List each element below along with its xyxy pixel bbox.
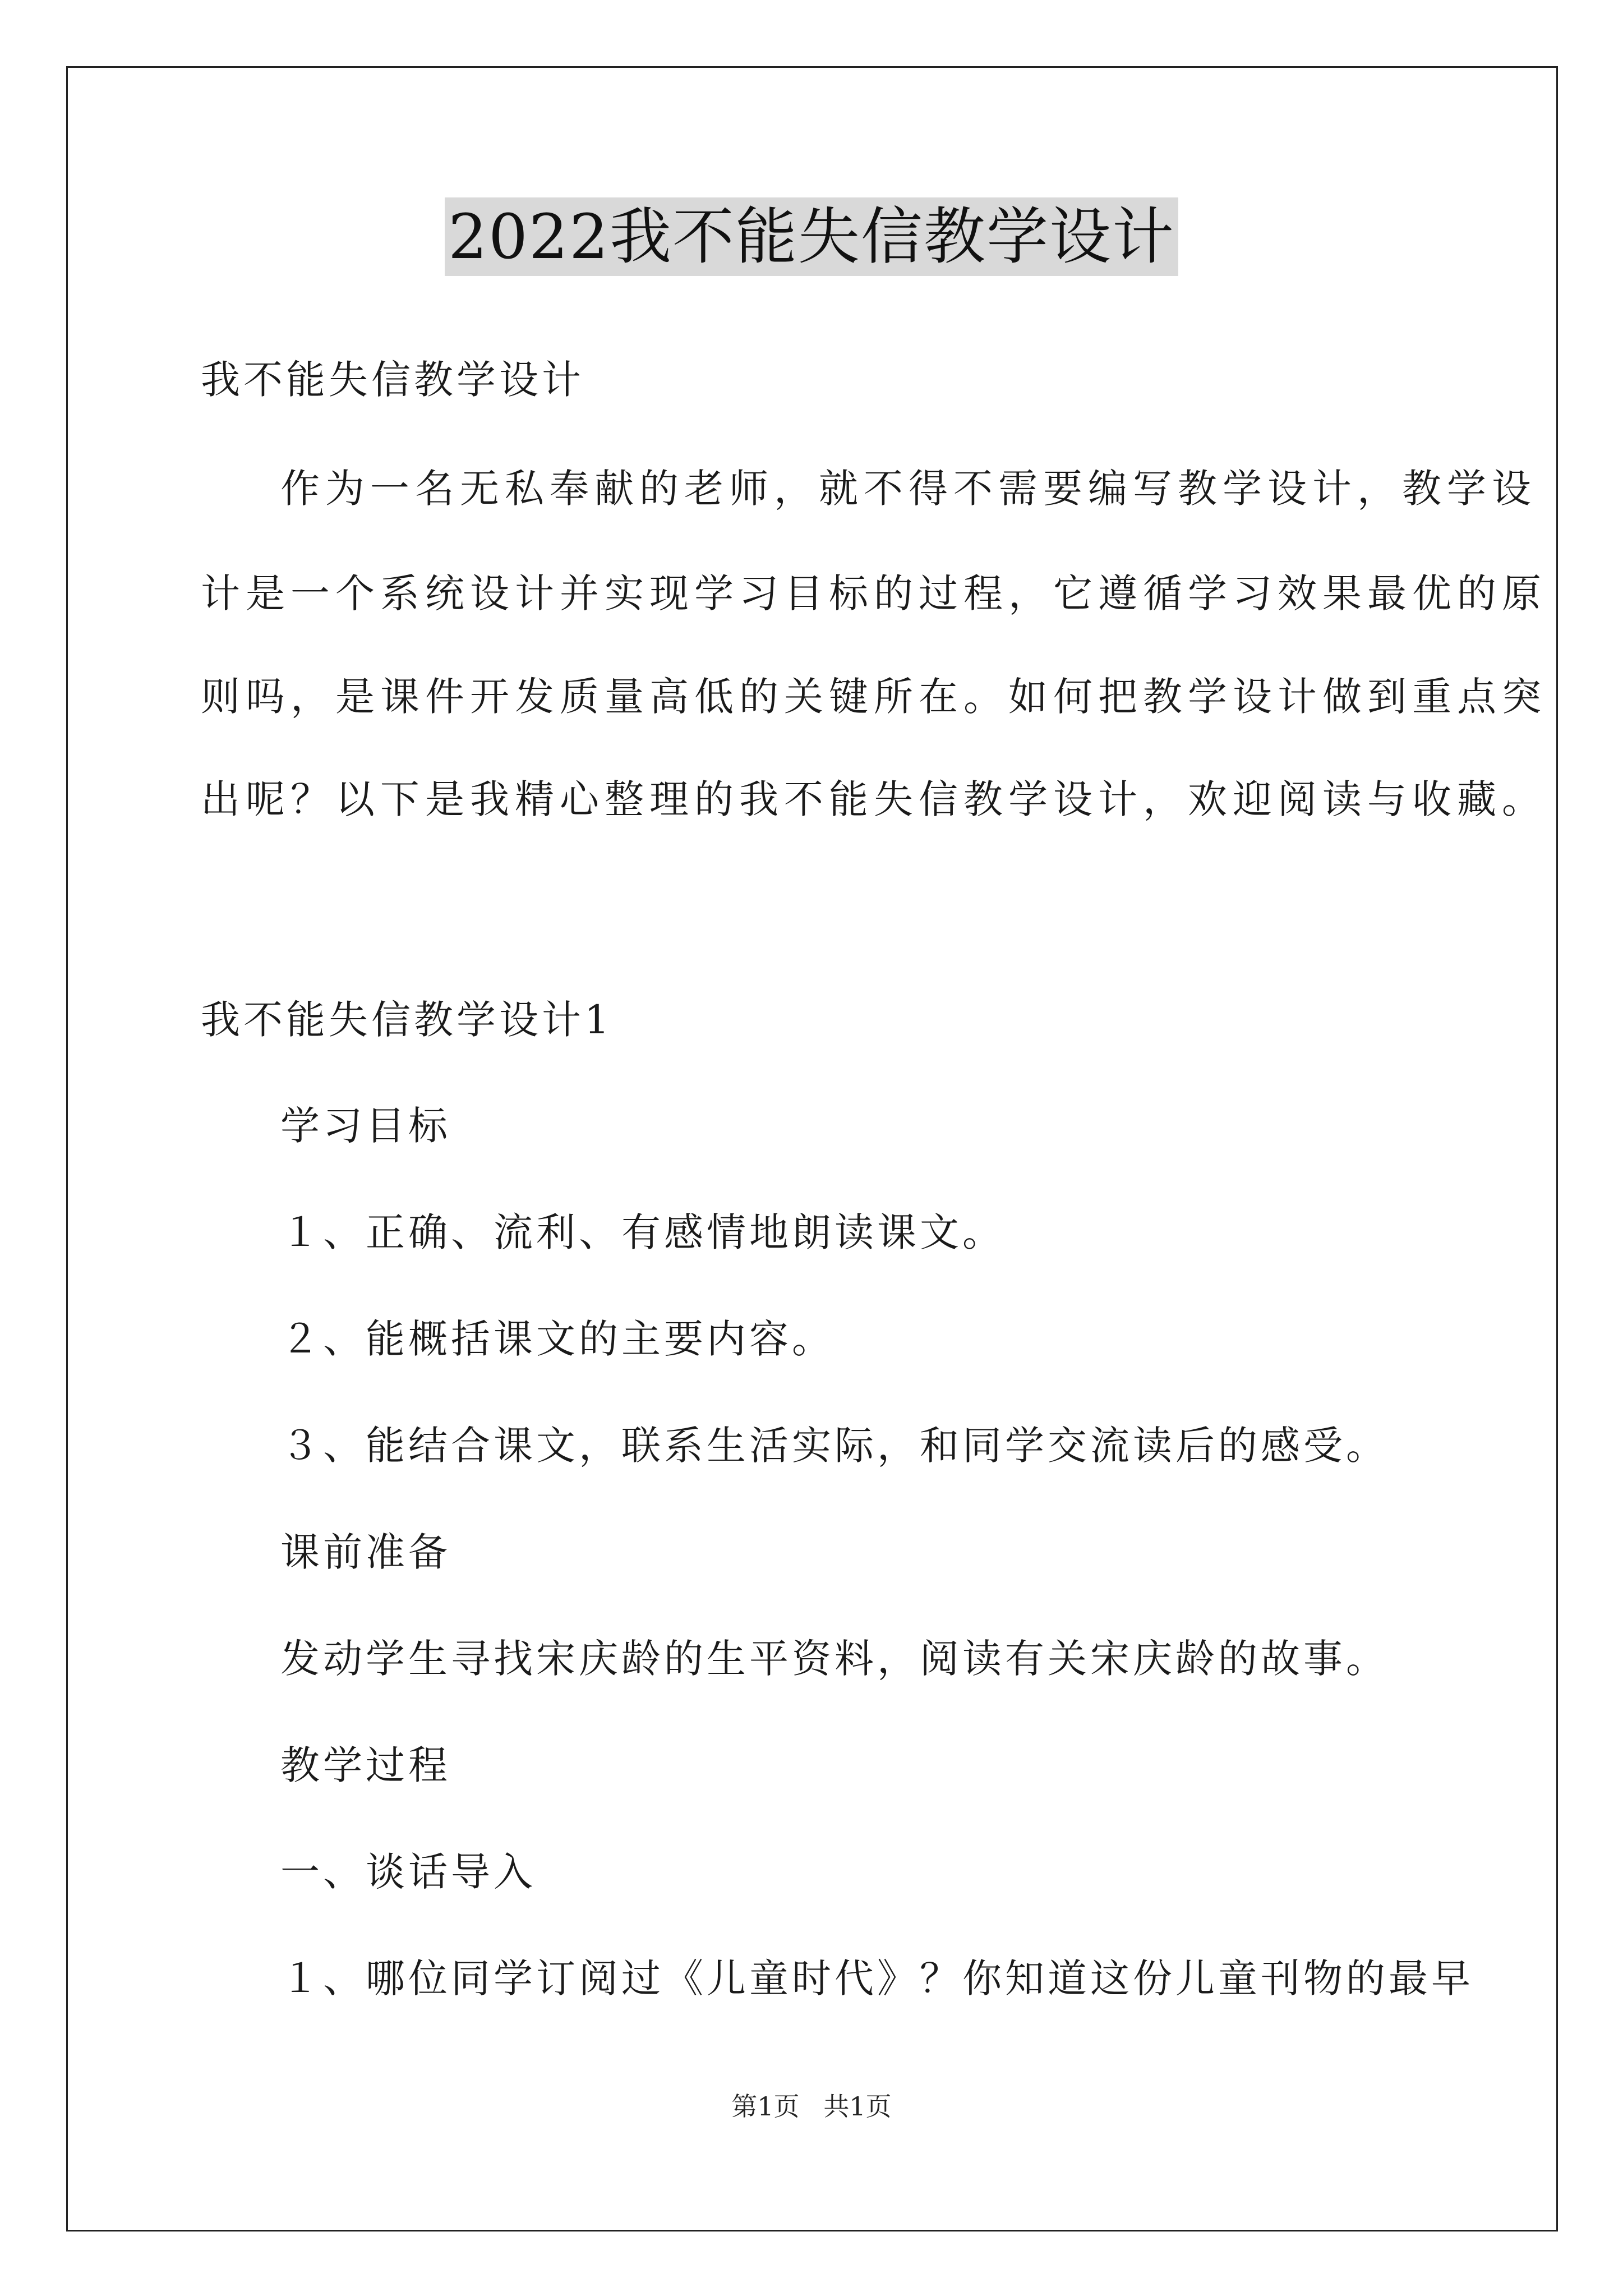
section-heading: 我不能失信教学设计1: [201, 997, 613, 1043]
objectives-heading: 学习目标: [280, 1103, 451, 1149]
title-area: [0, 197, 1623, 276]
page-number: 第1页: [731, 2091, 800, 2122]
step-heading: 一、谈话导入: [280, 1849, 536, 1895]
page-footer: [0, 2090, 1623, 2123]
objective-item-2: ２、能概括课文的主要内容。: [280, 1316, 834, 1362]
page-total: 共1页: [823, 2091, 892, 2122]
objective-item-1: １、正确、流利、有感情地朗读课文。: [280, 1209, 1005, 1255]
objective-item-3: ３、能结合课文，联系生活实际，和同学交流读后的感受。: [280, 1423, 1389, 1469]
document-subtitle: 我不能失信教学设计: [201, 357, 584, 403]
prep-text: 发动学生寻找宋庆龄的生平资料，阅读有关宋庆龄的故事。: [280, 1636, 1389, 1682]
intro-line-3: 则吗，是课件开发质量高低的关键所在。如何把教学设计做到重点突: [201, 674, 1547, 720]
step-item-1: １、哪位同学订阅过《儿童时代》？你知道这份儿童刊物的最早: [280, 1955, 1474, 2001]
intro-line-4: 出呢？以下是我精心整理的我不能失信教学设计，欢迎阅读与收藏。: [201, 776, 1547, 822]
process-heading: 教学过程: [280, 1742, 451, 1788]
prep-heading: 课前准备: [280, 1529, 451, 1575]
intro-line-1: 作为一名无私奉献的老师，就不得不需要编写教学设计，教学设: [280, 466, 1537, 512]
intro-line-2: 计是一个系统设计并实现学习目标的过程，它遵循学习效果最优的原: [201, 570, 1547, 616]
document-title: 2022我不能失信教学设计: [445, 197, 1178, 276]
